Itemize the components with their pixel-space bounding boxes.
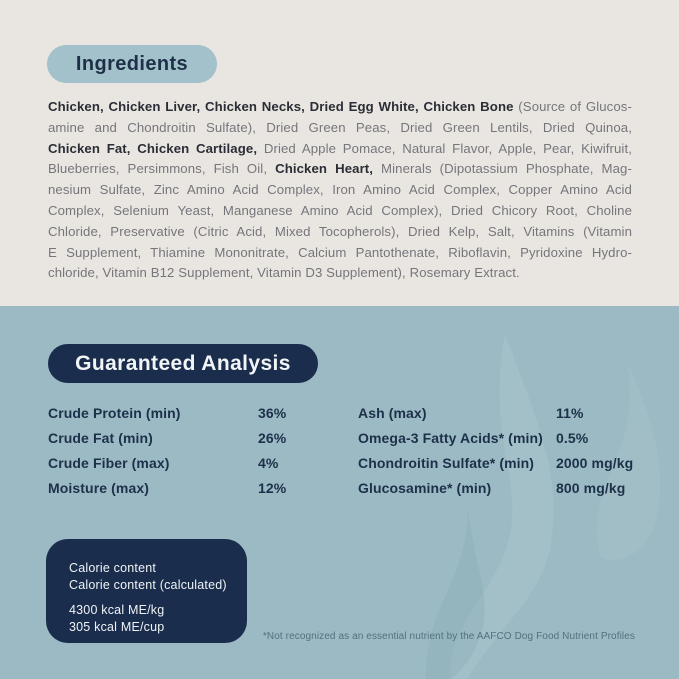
ingredient-text: Minerals (Dipotassium Phosphate, Mag-	[373, 161, 632, 177]
ingredient-text: amine and Chondroitin Sulfate), Dried Green Peas, Dried Green Lentils, Dried Quinoa,	[48, 119, 632, 135]
analysis-value: 4%	[258, 454, 279, 471]
ingredients-header-pill	[47, 45, 217, 83]
analysis-row	[48, 450, 348, 475]
ingredients-line	[48, 180, 632, 201]
ingredients-line	[48, 243, 632, 264]
calorie-headings	[69, 560, 247, 594]
analysis-label: Crude Fat (min)	[48, 429, 153, 446]
ingredients-line	[48, 159, 632, 180]
ingredient-text: (Source of Glucos-	[513, 99, 632, 114]
ingredients-line	[48, 118, 632, 139]
ingredients-line	[48, 201, 632, 222]
guaranteed-analysis-header-pill	[48, 344, 318, 383]
ingredients-paragraph	[48, 97, 632, 284]
ingredients-line	[48, 222, 632, 243]
calorie-content-box	[46, 539, 247, 643]
analysis-row	[48, 475, 348, 500]
ingredient-bold-text: Chicken Heart,	[275, 161, 374, 177]
calorie-heading-line: Calorie content	[69, 561, 157, 575]
ingredient-text: Blueberries, Persimmons, Fish Oil,	[48, 161, 276, 177]
analysis-row	[358, 400, 658, 425]
guaranteed-analysis-title: Guaranteed Analysis	[75, 351, 291, 375]
ingredients-line	[48, 263, 632, 284]
analysis-column-left	[48, 400, 348, 500]
ingredients-title: Ingredients	[75, 52, 189, 75]
aafco-footnote: *Not recognized as an essential nutrient by the AAFCO Dog Food Nutrient Profiles	[262, 631, 635, 642]
analysis-row	[358, 425, 658, 450]
ingredients-line	[48, 97, 632, 118]
ingredient-text: Chloride, Preservative (Citric Acid, Mixed Tocopherols), Dried Kelp, Salt, Vitamins (Vitamin	[48, 223, 632, 239]
ingredient-text: Complex, Selenium Yeast, Manganese Amino Acid Complex), Dried Chicory Root, Choline	[48, 202, 632, 218]
analysis-value: 36%	[258, 404, 287, 421]
ingredient-text: nesium Sulfate, Zinc Amino Acid Complex, Iron Amino Acid Complex, Copper Amino Acid	[48, 182, 632, 198]
ingredient-text: Dried Apple Pomace, Natural Flavor, Apple, Pear, Kiwifruit,	[257, 140, 632, 156]
analysis-label: Crude Protein (min)	[48, 404, 181, 421]
ingredient-bold-text: Chicken, Chicken Liver, Chicken Necks, Dried Egg White, Chicken Bone	[48, 99, 514, 114]
ingredients-line	[48, 139, 632, 160]
analysis-value: 800 mg/kg	[556, 479, 626, 496]
ingredient-text: E Supplement, Thiamine Mononitrate, Calcium Pantothenate, Riboflavin, Pyridoxine Hydro-	[48, 244, 632, 260]
analysis-value: 12%	[258, 479, 287, 496]
calorie-value-line: 4300 kcal ME/kg	[69, 603, 165, 617]
analysis-label: Glucosamine* (min)	[358, 479, 492, 496]
ingredient-text: chloride, Vitamin B12 Supplement, Vitamin D3 Supplement), Rosemary Extract.	[48, 265, 520, 281]
analysis-column-right	[358, 400, 658, 500]
ingredients-section	[0, 0, 679, 306]
analysis-row	[358, 450, 658, 475]
analysis-label: Chondroitin Sulfate* (min)	[358, 454, 535, 471]
ingredient-bold-text: Chicken Fat, Chicken Cartilage,	[48, 140, 258, 156]
analysis-row	[48, 400, 348, 425]
analysis-row	[48, 425, 348, 450]
calorie-value-line: 305 kcal ME/cup	[69, 620, 165, 634]
analysis-label: Ash (max)	[358, 404, 427, 421]
analysis-label: Moisture (max)	[48, 479, 149, 496]
analysis-value: 0.5%	[556, 429, 589, 446]
analysis-value: 2000 mg/kg	[556, 454, 634, 471]
analysis-label: Omega-3 Fatty Acids* (min)	[358, 429, 543, 446]
analysis-value: 26%	[258, 429, 287, 446]
analysis-row	[358, 475, 658, 500]
analysis-label: Crude Fiber (max)	[48, 454, 170, 471]
calorie-heading-line: Calorie content (calculated)	[69, 578, 227, 592]
analysis-value: 11%	[556, 404, 584, 421]
calorie-values	[69, 602, 247, 636]
